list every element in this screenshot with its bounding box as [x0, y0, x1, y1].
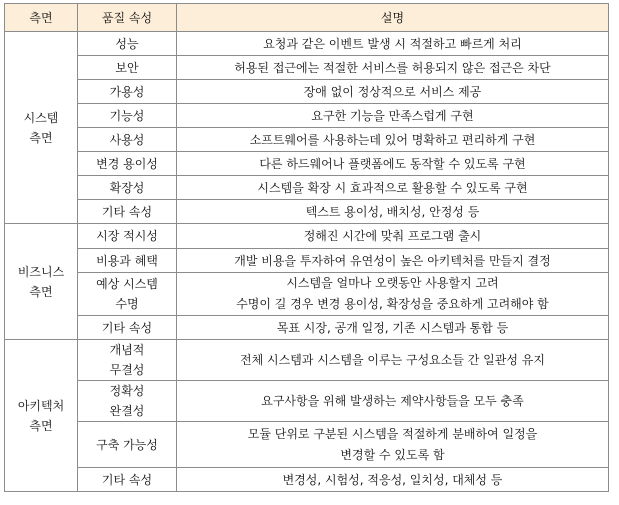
table-row — [5, 152, 609, 176]
description-cell: 장애 없이 정상적으로 서비스 제공 — [177, 80, 609, 104]
table-row — [5, 56, 609, 80]
table-row — [5, 200, 609, 224]
attribute-cell: 가용성 — [78, 80, 177, 104]
attribute-cell: 사용성 — [78, 128, 177, 152]
description-cell: 소프트웨어를 사용하는데 있어 명확하고 편리하게 구현 — [177, 128, 609, 152]
description-line2: 변경할 수 있도록 함 — [340, 447, 445, 462]
attribute-line1: 정확성 — [109, 384, 145, 398]
aspect-label-line1: 아키텍처 — [17, 398, 65, 413]
aspect-label-line2: 측면 — [29, 130, 53, 145]
attribute-cell — [78, 340, 177, 381]
attribute-line2: 수명 — [115, 297, 139, 311]
attribute-line2: 무결성 — [109, 363, 145, 377]
description-cell: 텍스트 용이성, 배치성, 안정성 등 — [177, 200, 609, 224]
table-row — [5, 80, 609, 104]
table-row — [5, 224, 609, 249]
description-cell: 변경성, 시험성, 적응성, 일치성, 대체성 등 — [177, 468, 609, 492]
aspect-cell-system — [5, 32, 78, 224]
table-row — [5, 316, 609, 340]
header-description: 설명 — [177, 4, 609, 32]
table-header-row — [5, 4, 609, 32]
description-cell — [177, 422, 609, 468]
attribute-line1: 개념적 — [109, 343, 145, 357]
description-cell — [177, 273, 609, 316]
attribute-cell: 보안 — [78, 56, 177, 80]
aspect-label-line2: 측면 — [29, 418, 53, 433]
attribute-cell: 성능 — [78, 32, 177, 56]
description-cell: 개발 비용을 투자하여 유연성이 높은 아키텍처를 만들지 결정 — [177, 249, 609, 273]
table-row — [5, 176, 609, 200]
description-cell: 전체 시스템과 시스템을 이루는 구성요소들 간 일관성 유지 — [177, 340, 609, 381]
attribute-cell — [78, 273, 177, 316]
aspect-label-line2: 측면 — [29, 284, 53, 299]
table-row — [5, 128, 609, 152]
table-row — [5, 32, 609, 56]
quality-attributes-table-container — [4, 3, 609, 492]
description-cell: 다른 하드웨어나 플랫폼에도 동작할 수 있도록 구현 — [177, 152, 609, 176]
description-cell: 정해진 시간에 맞춰 프로그램 출시 — [177, 224, 609, 249]
attribute-line2: 완결성 — [109, 404, 145, 418]
header-quality-attribute: 품질 속성 — [78, 4, 177, 32]
attribute-cell: 기타 속성 — [78, 316, 177, 340]
aspect-label-line1: 비즈니스 — [17, 264, 65, 279]
table-row — [5, 381, 609, 422]
description-cell: 요청과 같은 이벤트 발생 시 적절하고 빠르게 처리 — [177, 32, 609, 56]
table-row — [5, 273, 609, 316]
description-cell: 요구한 기능을 만족스럽게 구현 — [177, 104, 609, 128]
aspect-cell-architecture — [5, 340, 78, 492]
table-row — [5, 468, 609, 492]
attribute-line1: 예상 시스템 — [96, 277, 158, 291]
attribute-cell: 기타 속성 — [78, 468, 177, 492]
description-line1: 시스템을 얼마나 오랫동안 사용할지 고려 — [286, 276, 499, 290]
attribute-cell: 기타 속성 — [78, 200, 177, 224]
attribute-cell: 비용과 혜택 — [78, 249, 177, 273]
attribute-cell — [78, 381, 177, 422]
attribute-cell: 확장성 — [78, 176, 177, 200]
table-row — [5, 340, 609, 381]
header-aspect: 측면 — [5, 4, 78, 32]
attribute-cell: 변경 용이성 — [78, 152, 177, 176]
table-row — [5, 249, 609, 273]
aspect-cell-business — [5, 224, 78, 340]
table-row — [5, 104, 609, 128]
attribute-cell: 구축 가능성 — [78, 422, 177, 468]
quality-attributes-table — [4, 3, 609, 492]
description-cell: 목표 시장, 공개 일정, 기존 시스템과 통합 등 — [177, 316, 609, 340]
attribute-cell: 기능성 — [78, 104, 177, 128]
attribute-cell: 시장 적시성 — [78, 224, 177, 249]
aspect-label-line1: 시스템 — [23, 110, 59, 125]
description-cell: 요구사항을 위해 발생하는 제약사항들을 모두 충족 — [177, 381, 609, 422]
description-line1: 모듈 단위로 구분된 시스템을 적절하게 분배하여 일정을 — [247, 426, 538, 441]
table-row — [5, 422, 609, 468]
description-line2: 수명이 길 경우 변경 용이성, 확장성을 중요하게 고려해야 함 — [236, 297, 549, 311]
description-cell: 허용된 접근에는 적절한 서비스를 허용되지 않은 접근은 차단 — [177, 56, 609, 80]
description-cell: 시스템을 확장 시 효과적으로 활용할 수 있도록 구현 — [177, 176, 609, 200]
